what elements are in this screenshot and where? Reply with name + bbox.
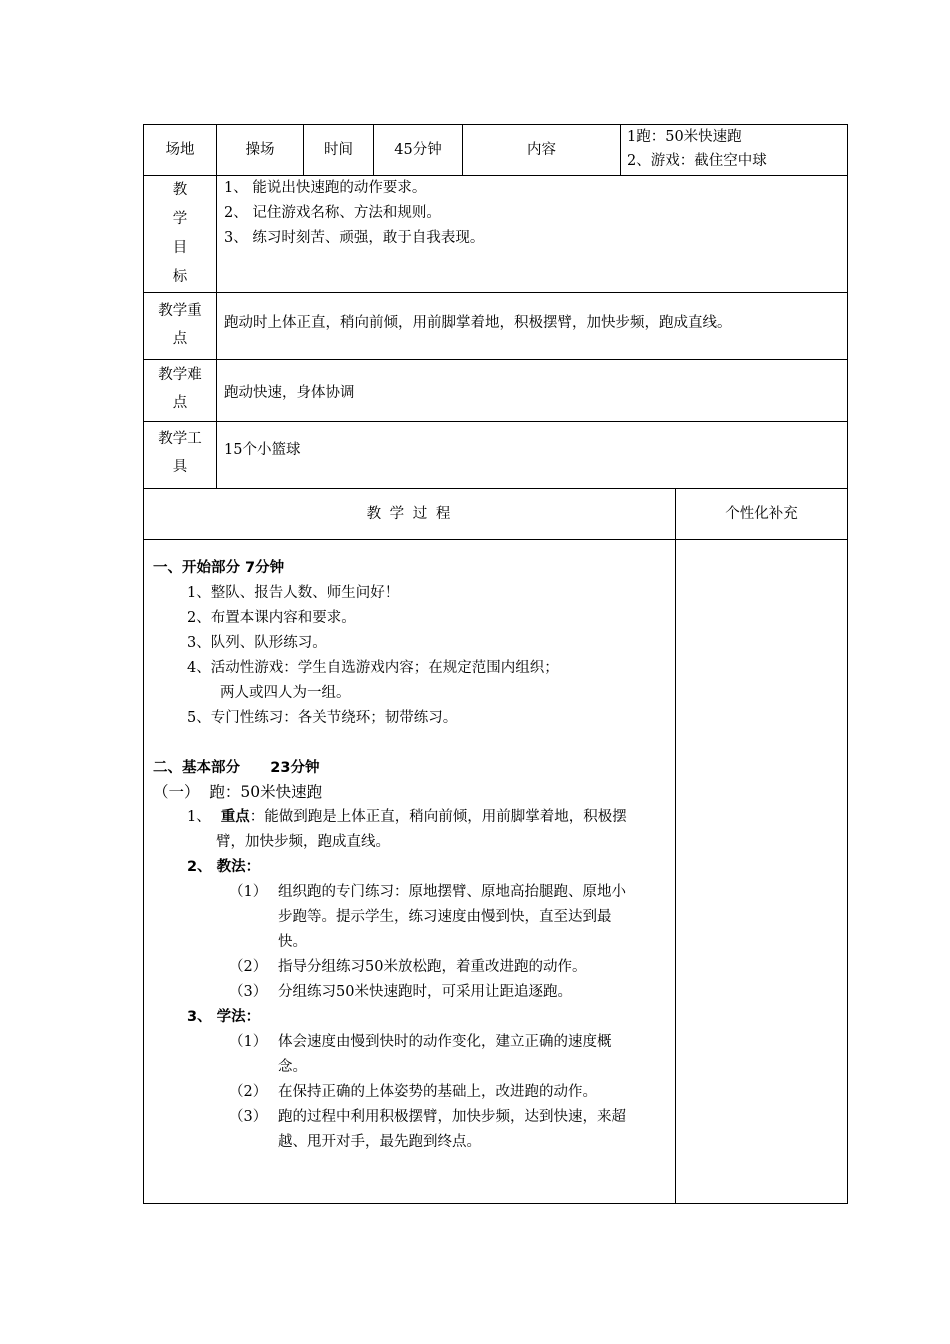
teaching-method-title: 2、 教法： [187, 859, 261, 875]
key-points-label-line: 教学重 [158, 303, 202, 319]
learn-item-line: 念。 [278, 1059, 307, 1075]
teach-item-line: 组织跑的专门练习：原地摆臂、原地高抬腿跑、原地小 [278, 884, 626, 900]
tools-text: 15个小篮球 [224, 442, 301, 458]
col-divider [216, 124, 217, 489]
key-points-label [144, 297, 216, 353]
part1-item: 4、活动性游戏：学生自选游戏内容；在规定范围内组织； [187, 660, 559, 676]
teach-item-line: 快。 [278, 934, 307, 950]
key-points-text: 跑动时上体正直，稍向前倾，用前脚掌着地，积极摆臂，加快步频，跑成直线。 [224, 315, 732, 331]
objectives-label-char: 目 [172, 240, 188, 256]
objectives-label-char: 学 [172, 211, 188, 227]
content-line-1: 1跑：50米快速跑 [627, 129, 742, 145]
objective-item: 3、 练习时刻苦、顽强，敢于自我表现。 [224, 230, 485, 246]
part1-item: 两人或四人为一组。 [220, 685, 351, 701]
venue-value: 操场 [245, 142, 275, 158]
objectives-label-char: 教 [172, 182, 188, 198]
difficulties-text: 跑动快速，身体协调 [224, 385, 355, 401]
part2-title: 二、基本部分 23分钟 [153, 760, 320, 776]
difficulties-label-line: 教学难 [158, 367, 202, 383]
supplement-heading: 个性化补充 [725, 506, 798, 522]
part1-item: 1、整队、报告人数、师生问好！ [187, 585, 400, 601]
row-divider [144, 539, 848, 540]
key-point-line [187, 805, 627, 830]
key-point-number: 1、 [187, 809, 211, 825]
part1-title: 一、开始部分 7分钟 [153, 560, 285, 576]
objective-item: 2、 记住游戏名称、方法和规则。 [224, 205, 441, 221]
part1-item: 2、布置本课内容和要求。 [187, 610, 356, 626]
teach-item-number: （3） [229, 984, 268, 1000]
learn-item-number: （1） [229, 1034, 268, 1050]
teach-item-line: 分组练习50米快速跑时，可采用让距追逐跑。 [278, 984, 572, 1000]
teach-item-line: 指导分组练习50米放松跑，着重改进跑的动作。 [278, 959, 587, 975]
row-divider [144, 359, 848, 360]
key-point-line-2: 臂，加快步频，跑成直线。 [216, 834, 390, 850]
time-value: 45分钟 [394, 142, 442, 158]
col-divider [675, 488, 676, 1204]
tools-label [144, 425, 216, 481]
learn-item-line: 越、甩开对手，最先跑到终点。 [278, 1134, 481, 1150]
part1-item: 3、队列、队形练习。 [187, 635, 327, 651]
content-line-2: 2、游戏：截住空中球 [627, 153, 767, 169]
learn-item-line: 跑的过程中利用积极摆臂，加快步频，达到快速，来超 [278, 1109, 626, 1125]
part1-item: 5、专门性练习：各关节绕环；韧带练习。 [187, 710, 458, 726]
row-divider [144, 292, 848, 293]
teach-item-number: （1） [229, 884, 268, 900]
key-point-label: 重点 [220, 809, 250, 825]
table-border-right [847, 124, 848, 1204]
difficulties-label [144, 361, 216, 417]
venue-label: 场地 [165, 142, 195, 158]
learn-item-number: （2） [229, 1084, 268, 1100]
learning-method-title: 3、 学法： [187, 1009, 261, 1025]
learn-item-number: （3） [229, 1109, 268, 1125]
time-label: 时间 [324, 142, 353, 158]
learn-item-line: 在保持正确的上体姿势的基础上，改进跑的动作。 [278, 1084, 597, 1100]
key-point-text: ：能做到跑是上体正直，稍向前倾，用前脚掌着地，积极摆 [249, 809, 627, 825]
tools-label-line: 教学工 [158, 431, 202, 447]
objectives-label [144, 176, 216, 292]
table-border-bottom [144, 1203, 848, 1204]
process-heading: 教 学 过 程 [366, 506, 453, 522]
row-divider [144, 421, 848, 422]
teach-item-line: 步跑等。提示学生，练习速度由慢到快，直至达到最 [278, 909, 612, 925]
objective-item: 1、 能说出快速跑的动作要求。 [224, 180, 427, 196]
tools-label-line: 具 [172, 459, 188, 475]
learn-item-line: 体会速度由慢到快时的动作变化，建立正确的速度概 [278, 1034, 612, 1050]
key-points-label-line: 点 [172, 331, 188, 347]
difficulties-label-line: 点 [172, 395, 188, 411]
teach-item-number: （2） [229, 959, 268, 975]
col-divider [620, 124, 621, 176]
part2-subheading: （一） 跑：50米快速跑 [153, 783, 323, 801]
content-label: 内容 [527, 142, 556, 158]
objectives-label-char: 标 [172, 269, 188, 285]
